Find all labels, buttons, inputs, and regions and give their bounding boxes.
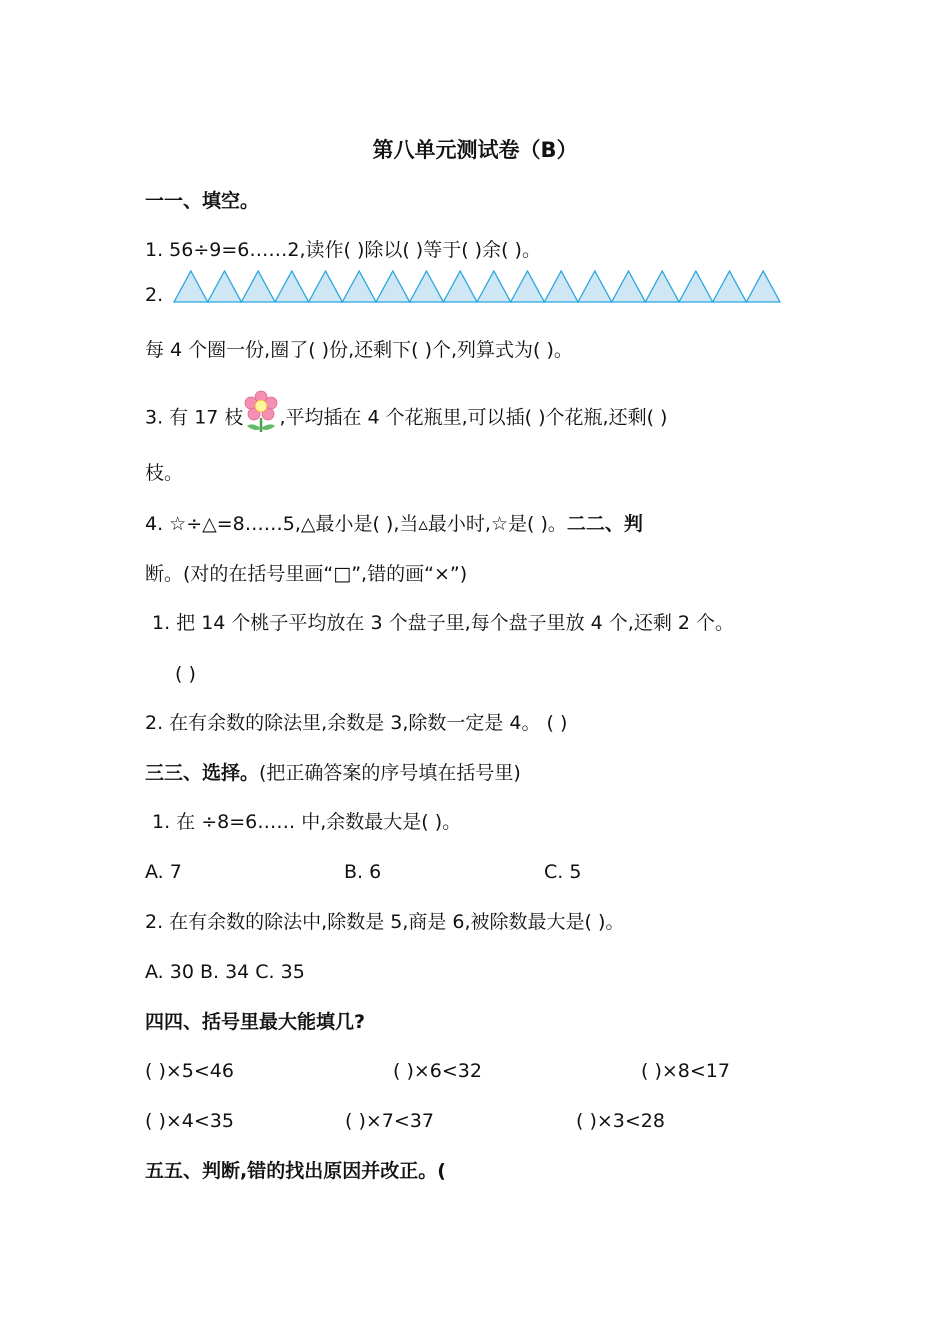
triangle (443, 271, 477, 302)
section-3-heading-note: (把正确答案的序号填在括号里) (259, 762, 521, 784)
triangle (410, 271, 444, 302)
triangle (342, 271, 376, 302)
fill-item: ( )×6<32 (393, 1060, 482, 1082)
section-2-heading-end: ”,错的画“×”) (351, 563, 468, 585)
option-a: A. 7 (145, 861, 182, 883)
question-1-1: 1. 56÷9=6……2,读作( )除以( )等于( )余( )。 (145, 239, 541, 261)
question-3-2-options: A. 30 B. 34 C. 35 (145, 961, 305, 983)
question-2-2: 2. 在有余数的除法里,余数是 3,除数一定是 4。 ( ) (145, 712, 568, 734)
question-1-3 (145, 396, 667, 440)
section-5-heading: 五五、判断,错的找出原因并改正。( (145, 1160, 446, 1182)
question-2-1: 1. 把 14 个桃子平均放在 3 个盘子里,每个盘子里放 4 个,还剩 2 个。 (152, 612, 735, 634)
section-2-heading-cont (145, 560, 467, 588)
triangle (477, 271, 511, 302)
triangle (275, 271, 309, 302)
question-1-4-line (145, 510, 643, 538)
page-title: 第八单元测试卷（B） (372, 138, 578, 162)
triangle (578, 271, 612, 302)
triangle (511, 271, 545, 302)
flower-icon (244, 390, 278, 434)
question-1-3-part-b: ,平均插在 4 个花瓶里,可以插( )个花瓶,还剩( ) (279, 406, 668, 429)
fill-item: ( )×7<37 (345, 1110, 434, 1132)
section-4-row-2 (145, 1107, 845, 1135)
section-3-heading (145, 759, 521, 787)
section-3-heading-title: 三三、选择。 (145, 762, 260, 784)
fill-item: ( )×3<28 (576, 1110, 665, 1132)
fill-item: ( )×8<17 (641, 1060, 730, 1082)
triangle (241, 271, 275, 302)
triangle (376, 271, 410, 302)
question-1-4: 4. ☆÷△=8……5,△最小是( ),当▵最小时,☆是( )。 (145, 513, 567, 535)
question-1-3-tail: 枝。 (145, 462, 184, 484)
triangle (679, 271, 713, 302)
question-2-1-answer: ( ) (175, 663, 196, 685)
tick-box-icon: □ (333, 563, 352, 585)
question-3-2: 2. 在有余数的除法中,除数是 5,商是 6,被除数最大是( )。 (145, 911, 625, 933)
triangle (174, 271, 208, 302)
triangle (208, 271, 242, 302)
fill-item: ( )×5<46 (145, 1060, 234, 1082)
section-2-heading-start: 二二、判 (566, 513, 643, 535)
section-2-heading-text: 断。(对的在括号里画“ (145, 563, 334, 585)
triangle (544, 271, 578, 302)
triangle (713, 271, 747, 302)
triangle (612, 271, 646, 302)
option-b: B. 6 (344, 861, 382, 883)
section-4-heading: 四四、括号里最大能填几? (145, 1011, 366, 1033)
triangle (746, 271, 780, 302)
question-1-2-text: 每 4 个圈一份,圈了( )份,还剩下( )个,列算式为( )。 (145, 339, 573, 361)
question-1-3-part-a: 3. 有 17 枝 (145, 406, 244, 429)
question-3-1: 1. 在 ÷8=6…… 中,余数最大是( )。 (152, 811, 462, 833)
triangle (309, 271, 343, 302)
triangle-row (172, 270, 782, 304)
fill-item: ( )×4<35 (145, 1110, 234, 1132)
option-c: C. 5 (544, 861, 582, 883)
section-1-heading: 一一、填空。 (145, 190, 260, 212)
question-3-1-options (145, 858, 845, 886)
section-4-row-1 (145, 1057, 845, 1085)
question-1-2-label: 2. (145, 284, 164, 306)
triangle (645, 271, 679, 302)
